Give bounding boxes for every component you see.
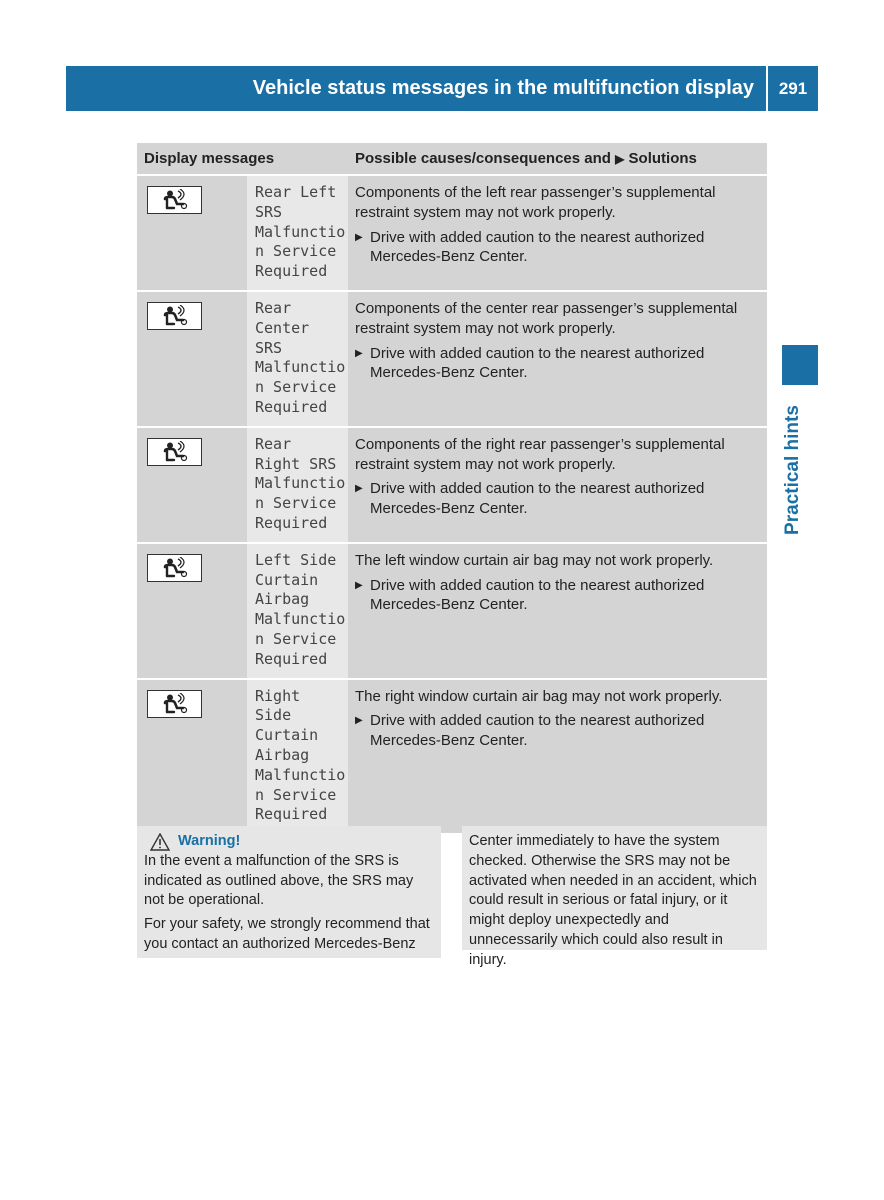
solution-text: Drive with added caution to the nearest authorized Mercedes-Benz Center. — [370, 480, 705, 518]
arrow-right-icon: ▶ — [615, 152, 625, 166]
solution-item — [355, 479, 757, 519]
col-header-solutions-label: Solutions — [628, 150, 697, 167]
page-number: 291 — [768, 66, 818, 111]
arrow-right-icon: ▶ — [355, 231, 363, 243]
icon-cell — [137, 175, 247, 291]
solution-text: Drive with added caution to the nearest authorized Mercedes-Benz Center. — [370, 344, 705, 382]
icon-cell — [137, 427, 247, 543]
solution-item — [355, 228, 757, 268]
icon-cell — [137, 291, 247, 427]
cause-text: The left window curtain air bag may not work properly. — [355, 551, 714, 569]
display-message: Rear Center SRS Malfunctio n Service Required — [247, 291, 348, 427]
solution-text: Drive with added caution to the nearest authorized Mercedes-Benz Center. — [370, 576, 705, 614]
display-message: Rear Left SRS Malfunctio n Service Required — [247, 175, 348, 291]
warning-title: Warning! — [178, 833, 241, 849]
cause-text: Components of the left rear passenger’s supplemental restraint system may not work properly. — [355, 184, 716, 221]
solution-item — [355, 576, 757, 616]
section-tab-marker — [782, 345, 818, 385]
airbag-warning-icon — [147, 302, 202, 330]
table-body — [137, 175, 767, 834]
airbag-warning-icon — [147, 438, 202, 466]
arrow-right-icon: ▶ — [355, 579, 363, 591]
table-row — [137, 291, 767, 427]
cause-solution-cell — [348, 291, 767, 427]
cause-solution-cell — [348, 543, 767, 679]
solution-item — [355, 711, 757, 751]
airbag-warning-icon — [147, 554, 202, 582]
airbag-warning-icon — [147, 186, 202, 214]
solution-text: Drive with added caution to the nearest authorized Mercedes-Benz Center. — [370, 712, 705, 750]
status-message-table — [137, 143, 767, 835]
table-row — [137, 679, 767, 835]
cause-text: Components of the center rear passenger’s supplemental restraint system may not work properly. — [355, 299, 738, 337]
page-header — [66, 66, 766, 111]
col-header-causes-label: Possible causes/consequences and — [355, 150, 611, 167]
col-header-display: Display messages — [137, 143, 348, 175]
airbag-warning-icon — [147, 690, 202, 718]
display-message: Left Side Curtain Airbag Malfunctio n Service Required — [247, 543, 348, 679]
warning-continued-box — [462, 826, 767, 968]
icon-cell — [137, 543, 247, 679]
table-row — [137, 427, 767, 543]
cause-text: Components of the right rear passenger’s supplemental restraint system may not work properly. — [355, 435, 725, 473]
col-header-causes — [348, 143, 767, 175]
warning-continued-text: Center immediately to have the system checked. Otherwise the SRS may not be activated when needed in an accident, which could result in serious or fatal injury, or it might deploy unexpectedly and unnecessarily which could also result in injury. — [469, 833, 757, 968]
warning-triangle-icon — [150, 833, 170, 851]
solution-text: Drive with added caution to the nearest authorized Mercedes-Benz Center. — [370, 228, 705, 266]
section-tab-label: Practical hints — [782, 405, 803, 535]
warning-para-2: For your safety, we strongly recommend that you contact an authorized Mercedes-Benz — [144, 916, 430, 952]
table-row — [137, 175, 767, 291]
cause-solution-cell — [348, 427, 767, 543]
arrow-right-icon: ▶ — [355, 347, 363, 359]
page-title: Vehicle status messages in the multifunction display — [252, 77, 754, 99]
cause-solution-cell — [348, 175, 767, 291]
warning-heading — [144, 832, 434, 852]
warning-para-1: In the event a malfunction of the SRS is indicated as outlined above, the SRS may not be operational. — [144, 852, 414, 909]
display-message: Rear Right SRS Malfunctio n Service Required — [247, 427, 348, 543]
warning-box — [137, 826, 441, 958]
display-message: Right Side Curtain Airbag Malfunctio n Service Required — [247, 679, 348, 835]
arrow-right-icon: ▶ — [355, 483, 363, 495]
icon-cell — [137, 679, 247, 835]
table-row — [137, 543, 767, 679]
solution-item — [355, 344, 757, 384]
cause-solution-cell — [348, 679, 767, 835]
cause-text: The right window curtain air bag may not work properly. — [355, 687, 723, 705]
arrow-right-icon: ▶ — [355, 715, 363, 727]
table-header-row — [137, 143, 767, 175]
